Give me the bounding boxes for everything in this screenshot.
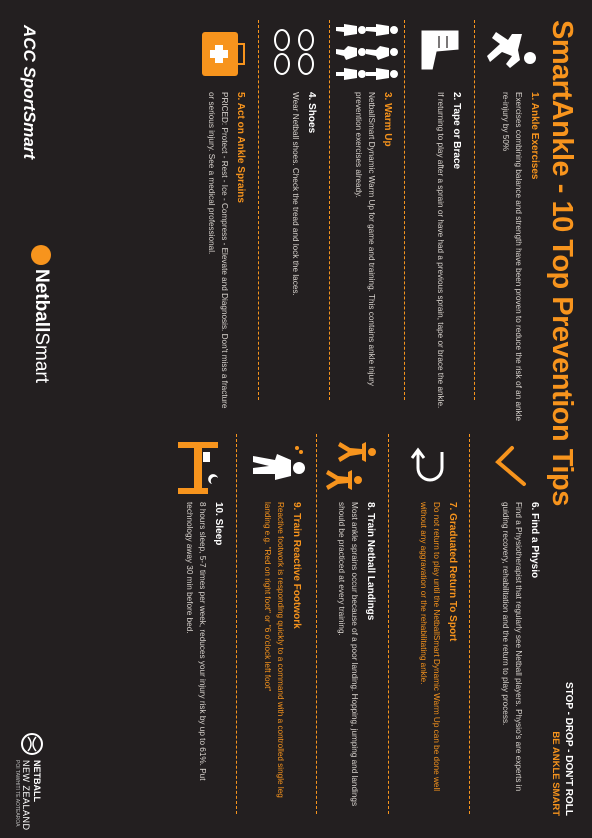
tip-find-a-physio — [499, 502, 540, 817]
tip-train-netball-landings — [335, 502, 376, 817]
tip-graduated-return — [417, 502, 458, 817]
tip-body: If returning to play after a sprain or have had a previous sprain, tape or brace the ankle. — [436, 92, 445, 409]
tip-train-reactive-footwork — [261, 502, 302, 817]
tip-shoes — [289, 92, 318, 422]
warm-up-figures-icon — [335, 18, 400, 88]
divider — [474, 20, 475, 400]
tip-body: Wear Netball shoes. Check the tread and lock the laces. — [291, 92, 300, 296]
first-aid-kit-icon — [193, 26, 248, 81]
divider — [316, 434, 317, 814]
tip-body: Find a Physiotherapist that regularly see Netball players. Physio's are experts in guiding recovery, rehabilitation and the return to play process. — [501, 502, 523, 792]
divider — [258, 20, 259, 400]
tip-body: PRICED: Protect - Rest - Ice - Compress - Elevate and Diagnosis. Don't miss a fracture or serious injury. See a medical professional. — [207, 92, 229, 409]
divider — [469, 434, 470, 814]
page-title: SmartAnkle - 10 Top Prevention Tips — [546, 20, 578, 506]
tip-heading: 8. Train Netball Landings — [365, 502, 376, 621]
tip-ankle-exercises — [499, 92, 540, 422]
tip-tape-or-brace — [434, 92, 463, 422]
ankle-brace-icon — [412, 22, 467, 77]
tip-body: Most ankle sprains occur because of a poor landing. Hopping, jumping and landings should be practiced at every training. — [337, 502, 359, 807]
acc-sportsmart-logo: ACC SportSmart — [20, 25, 39, 160]
tip-body: Reactive footwork is responding quickly to a command with a controlled single leg landing e.g. "Red on right foot" or "6 o'clock left foot" — [263, 502, 285, 798]
tip-heading: 2. Tape or Brace — [451, 92, 462, 170]
tip-heading: 5. Act on Ankle Sprains — [235, 92, 246, 203]
tick-icon — [484, 440, 534, 490]
bed-icon — [174, 438, 224, 498]
tip-sleep — [183, 502, 224, 817]
tip-heading: 1. Ankle Exercises — [529, 92, 540, 180]
divider — [329, 20, 330, 400]
netball-nz-line2: NEW ZEALAND — [21, 760, 31, 831]
divider — [388, 434, 389, 814]
divider — [236, 434, 237, 814]
netball-icon — [31, 245, 51, 265]
tip-heading: 3. Warm Up — [382, 92, 393, 147]
footwork-figure-icon — [247, 438, 307, 493]
return-arrow-icon — [402, 440, 452, 490]
tip-heading: 6. Find a Physio — [529, 502, 540, 579]
tip-body: NetballSmart Dynamic Warm Up for game and training. This contains ankle injury prevention exercises already. — [354, 92, 376, 386]
tip-body: 8 hours sleep, 5-7 times per week, reduces your injury risk by up to 61%. Put technology away 30 min before bed. — [185, 502, 207, 781]
netball-nz-line3: POI TAWHITI TE AOTEAROA — [14, 760, 20, 827]
tip-heading: 10. Sleep — [213, 502, 224, 546]
tip-heading: 4. Shoes — [306, 92, 317, 134]
netball-nz-line1: NETBALL — [32, 760, 42, 802]
netball-nz-emblem-icon — [20, 732, 44, 756]
tip-body: Exercises combining balance and strength have been proven to reduce the risk of an ankle re-injury by 50% — [501, 92, 523, 422]
tagline-sub: BE ANKLE SMART — [550, 731, 561, 816]
landing-figures-icon — [323, 436, 378, 496]
shoe-prints-icon — [264, 24, 324, 84]
smart-logo-text: Smart — [31, 332, 52, 384]
netballsmart-logo — [30, 245, 52, 383]
tip-act-on-ankle-sprains — [205, 92, 246, 412]
tagline-main: STOP - DROP - DON'T ROLL — [563, 681, 574, 816]
divider — [404, 20, 405, 400]
tip-body: Do not return to play until the NetballSmart Dynamic Warm Up can be done well without any aggravation or the rehabilitating ankle. — [419, 502, 441, 792]
netball-logo-text: Netball — [31, 269, 52, 333]
tip-heading: 7. Graduated Return To Sport — [447, 502, 458, 642]
tip-warm-up — [352, 92, 393, 422]
tip-heading: 9. Train Reactive Footwork — [291, 502, 302, 629]
injured-player-icon — [485, 20, 540, 80]
